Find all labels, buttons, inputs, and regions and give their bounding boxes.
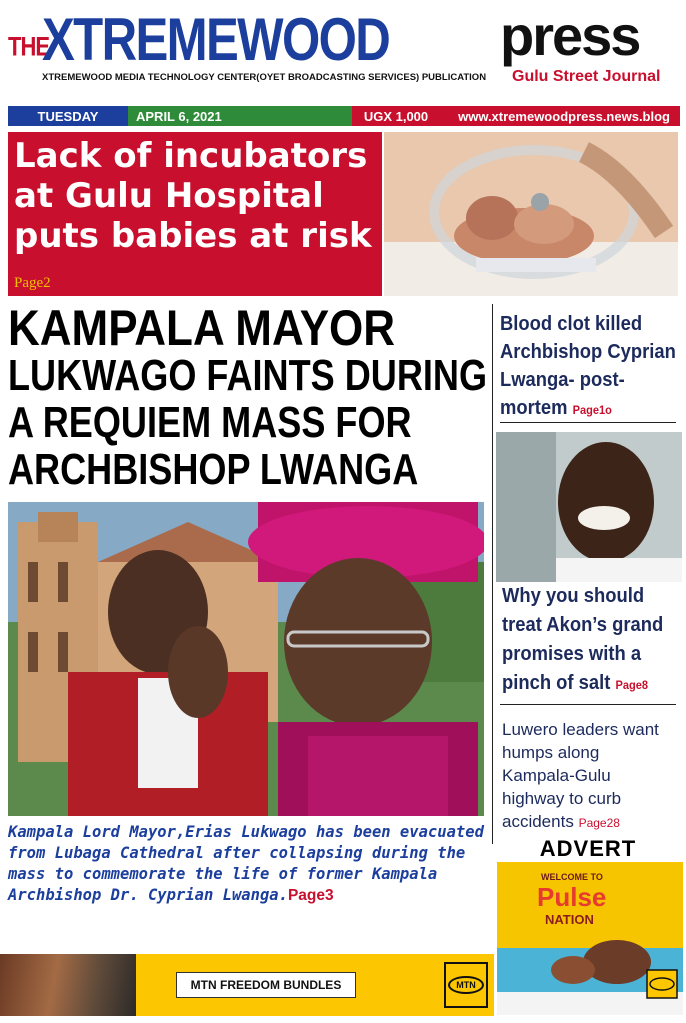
side-story-1-last-line: mortem — [500, 397, 568, 419]
side-story-3-line — [502, 810, 684, 835]
advert-welcome: WELCOME TO — [541, 872, 603, 882]
side-story-1-page-ref[interactable]: Page1o — [572, 403, 612, 417]
side-story-2-line: Why you should — [502, 585, 645, 607]
main-story-page-ref[interactable]: Page3 — [287, 887, 334, 904]
side-story-3-page-ref[interactable]: Page28 — [578, 816, 620, 830]
masthead-press: press — [500, 4, 640, 67]
pulse-nation-advert[interactable] — [497, 862, 683, 1015]
advert-heading: ADVERT — [539, 836, 637, 861]
side-story-1-line — [500, 394, 667, 424]
main-headline-line-1: KAMPALA MAYOR — [8, 300, 396, 356]
side-story-3-line: humps along — [502, 743, 600, 762]
side-story-3-last-line: accidents — [502, 812, 574, 831]
main-headline-line-3: A REQUIEM MASS FOR — [8, 398, 412, 447]
incubator-baby-photo — [384, 132, 678, 296]
issue-date: APRIL 6, 2021 — [128, 106, 352, 126]
mtn-freedom-bundles-ad[interactable] — [0, 954, 494, 1016]
side-story-akon[interactable] — [502, 582, 669, 700]
divider — [500, 704, 676, 705]
akon-portrait-illustration — [496, 432, 682, 582]
masthead — [0, 0, 686, 100]
incubator-illustration — [384, 132, 678, 296]
side-story-luwero[interactable] — [502, 718, 684, 835]
side-story-1-line: Blood clot killed — [500, 313, 643, 335]
masthead-brand: XTREMEWOOD — [42, 6, 390, 73]
issue-day: TUESDAY — [8, 106, 128, 126]
advert-nation: NATION — [545, 912, 594, 927]
date-bar — [8, 106, 680, 126]
side-story-1-line: Lwanga- post- — [500, 369, 625, 391]
masthead-subtitle: Gulu Street Journal — [512, 68, 661, 85]
side-story-2-line — [502, 669, 669, 700]
side-story-2-page-ref[interactable]: Page8 — [615, 678, 649, 692]
mtn-ad-label: MTN FREEDOM BUNDLES — [176, 972, 356, 998]
issue-price: UGX 1,000 — [352, 106, 440, 126]
side-story-2-line: promises with a — [502, 643, 642, 665]
mtn-logo-text: MTN — [448, 976, 484, 994]
top-story-headline-text: Lack of incubators at Gulu Hospital puts babies at risk — [14, 136, 372, 256]
main-story-caption — [8, 822, 488, 906]
column-divider — [492, 304, 493, 844]
top-story-headline — [14, 136, 376, 303]
top-story[interactable] — [8, 132, 382, 296]
side-story-3-line: Kampala-Gulu — [502, 766, 611, 785]
publication-line: XTREMEWOOD MEDIA TECHNOLOGY CENTER(OYET BROADCASTING SERVICES) PUBLICATION — [42, 72, 487, 83]
side-story-blood-clot[interactable] — [500, 310, 676, 424]
side-story-3-line: Luwero leaders want — [502, 720, 659, 739]
caption-text: Kampala Lord Mayor,Erias Lukwago has been evacuated from Lubaga Cathedral after collapsing during the mass to commemorate the life of former Kampala Archbishop Dr. Cyprian Lwanga. — [8, 823, 484, 904]
side-story-1-line: Archbishop Cyprian — [500, 341, 676, 363]
side-story-2-line: treat Akon’s grand — [502, 614, 664, 636]
divider — [500, 422, 676, 423]
akon-photo — [496, 432, 682, 582]
advert-brand: Pulse — [537, 882, 607, 912]
mtn-ad-photo — [0, 954, 136, 1016]
main-headline[interactable] — [8, 300, 490, 494]
cathedral-mayor-archbishop-illustration — [8, 502, 484, 816]
pulse-nation-illustration — [497, 862, 683, 1015]
main-headline-line-2: LUKWAGO FAINTS DURING — [8, 351, 488, 400]
mtn-logo-icon — [444, 962, 488, 1008]
top-story-page-ref[interactable]: Page2 — [14, 275, 51, 291]
main-headline-line-4: ARCHBISHOP LWANGA — [8, 445, 419, 494]
masthead-the: THE — [8, 31, 49, 62]
main-story-photo — [8, 502, 484, 816]
side-story-2-last-line: pinch of salt — [502, 672, 611, 694]
side-story-3-line: highway to curb — [502, 789, 622, 808]
website-link[interactable]: www.xtremewoodpress.news.blog — [440, 106, 680, 126]
